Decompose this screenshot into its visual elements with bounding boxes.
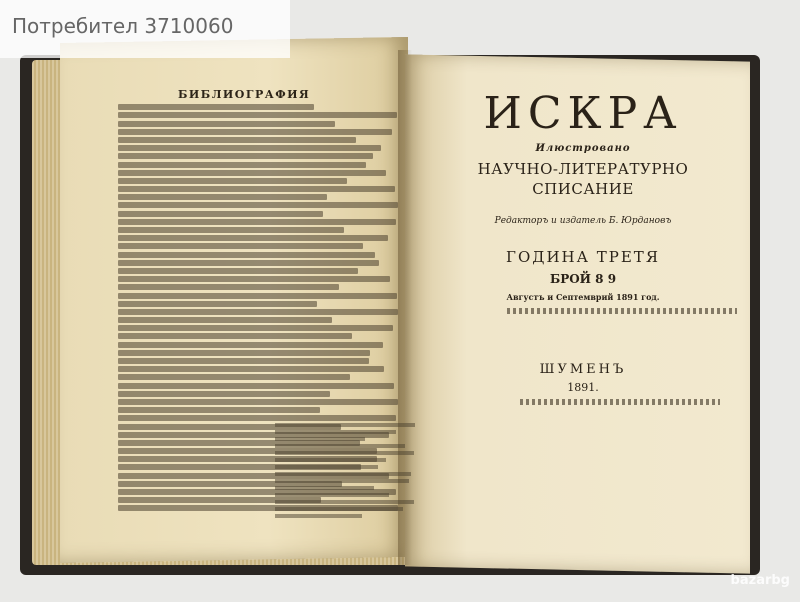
contents-line	[275, 465, 378, 469]
ornament-rule	[507, 308, 737, 314]
text-line	[118, 129, 392, 135]
text-line	[118, 399, 398, 405]
text-line	[118, 333, 352, 339]
issue-label: БРОЙ 8 9	[549, 272, 617, 286]
logo-suffix: bg	[771, 573, 790, 588]
text-line	[118, 145, 381, 151]
text-line	[118, 219, 396, 225]
text-line	[118, 358, 369, 364]
contents-line	[275, 493, 389, 497]
text-line	[118, 407, 320, 413]
contents-line	[275, 451, 414, 455]
text-line	[118, 112, 397, 118]
text-line	[118, 309, 398, 315]
text-line	[118, 268, 358, 274]
text-line	[118, 284, 339, 290]
contents-line	[275, 458, 386, 462]
watermark-banner	[0, 0, 290, 58]
text-line	[118, 235, 388, 241]
text-line	[118, 227, 344, 233]
editor-line: Редакторъ и издатель Б. Юрдановъ	[494, 216, 672, 226]
text-line	[118, 194, 327, 200]
text-line	[118, 252, 375, 258]
text-line	[118, 350, 370, 356]
title-page	[418, 80, 748, 394]
text-line	[118, 366, 384, 372]
date-label: Августъ и Септемврий 1891 год.	[506, 292, 660, 302]
text-line	[118, 374, 350, 380]
text-line	[118, 178, 347, 184]
text-line	[118, 342, 383, 348]
text-line	[118, 104, 314, 110]
watermark-user-label: Потребител 3710060	[12, 14, 234, 38]
contents-line	[275, 444, 405, 448]
contents-line	[275, 479, 409, 483]
subtitle-scientific-literary: НАУЧНО-ЛИТЕРАТУРНО	[477, 160, 689, 178]
watermark-logo	[731, 565, 790, 590]
text-line	[118, 317, 332, 323]
contents-block	[275, 420, 415, 530]
text-line	[118, 153, 373, 159]
year-label: ГОДИНА ТРЕТЯ	[506, 248, 660, 266]
text-line	[118, 293, 397, 299]
text-line	[118, 121, 335, 127]
text-line	[118, 301, 317, 307]
contents-line	[275, 430, 396, 434]
contents-line	[275, 486, 374, 490]
publication-year: 1891.	[567, 381, 599, 394]
text-line	[118, 243, 363, 249]
text-line	[118, 276, 390, 282]
text-line	[118, 260, 379, 266]
contents-line	[275, 472, 411, 476]
logo-text: bazar	[730, 573, 772, 588]
contents-line	[275, 423, 415, 427]
left-page-heading: БИБЛИОГРАФИЯ	[178, 88, 311, 101]
text-line	[118, 211, 323, 217]
text-line	[118, 391, 330, 397]
text-line	[118, 137, 356, 143]
magazine-title: ИСКРА	[483, 88, 683, 139]
city-label: ШУМЕНЪ	[539, 362, 627, 377]
contents-line	[275, 507, 403, 511]
contents-line	[275, 500, 414, 504]
text-line	[118, 186, 395, 192]
ornament-rule	[520, 399, 720, 405]
text-line	[118, 162, 366, 168]
contents-line	[275, 514, 362, 518]
subtitle-illustrated: Илюстровано	[535, 143, 631, 154]
text-line	[118, 325, 393, 331]
subtitle-magazine: СПИСАНИЕ	[532, 180, 634, 198]
contents-line	[275, 437, 365, 441]
text-line	[118, 170, 386, 176]
text-line	[118, 202, 398, 208]
text-line	[118, 383, 394, 389]
